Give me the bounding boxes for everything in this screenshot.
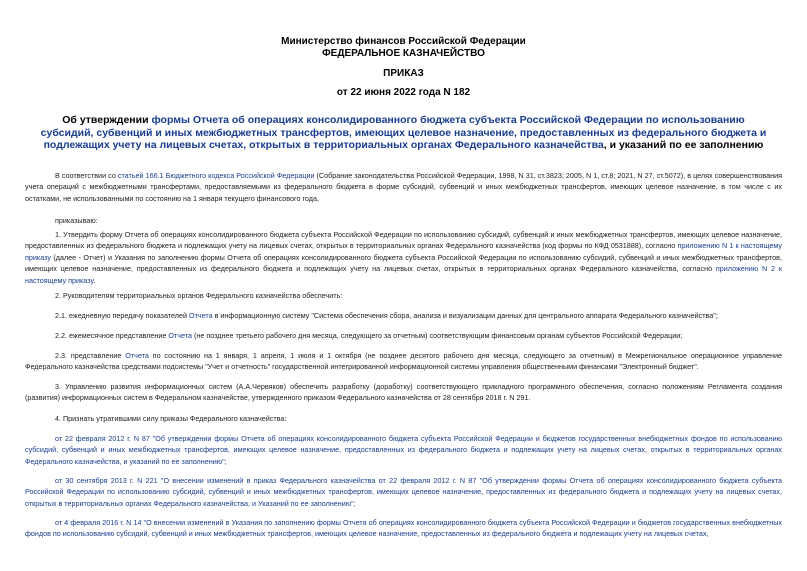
report-link-1[interactable]: Отчета [189,311,213,320]
preamble-text-1: В соответствии со [55,171,118,180]
document-title [40,114,767,152]
clause-2-1-text-1: 2.1. ежедневную передачу показателей [55,311,189,320]
clause-3: 3. Управлению развития информационных систем (А.А.Червяков) обеспечить разработку (доработку) соответствующего прикладного программного обеспечения, согласно положениям Регламента создания (развития) информационных систем в Федеральном казначействе, утвержденного приказом Федерального казначейства от 28 сентября 2018 г. N 291. [25,382,782,403]
clause-1-text-3: . [93,275,96,285]
clause-1-text-1: 1. Утвердить форму Отчета об операциях консолидированного бюджета субъекта Российской Федерации по использованию субсидий, субвенций и иных межбюджетных трансфертов, имеющих целевое назначение, предоставленных из федерального бюджета и подлежащих учету на лицевых счетах, открытых в территориальных органах Федерального казначейства (код формы по КФД 0531888), согласно [25,230,782,251]
clause-2-1 [25,310,782,321]
clause-2-3 [25,350,782,373]
repealed-order-2 [25,475,782,509]
treasury-name: ФЕДЕРАЛЬНОЕ КАЗНАЧЕЙСТВО [322,48,485,59]
clause-2: 2. Руководителям территориальных органов Федерального казначейства обеспечить: [55,291,343,300]
clause-1 [25,229,782,286]
document-type: ПРИКАЗ [383,68,424,79]
ministry-name: Министерство финансов Российской Федерации [281,36,526,47]
clause-4: 4. Признать утратившими силу приказы Федерального казначейства: [55,414,287,423]
repealed-order-2-link[interactable]: от 30 сентября 2013 г. N 221 "О внесении изменений в приказ Федерального казначейства от 22 февраля 2012 г. N 87 "Об утверждении формы Отчета об операциях консолидированного бюджета субъекта Российской Федерации по использованию субсидий, субвенций и иных межбюджетных трансфертов, имеющих целевое назначение, предоставленных из федерального бюджета и подлежащих учету на лицевых счетах, открытых в территориальных органах Федерального казначейства, и Указаний по ее заполнению"; [25,476,782,508]
ministry-heading [0,36,807,60]
clause-2-3-text-1: 2.3. представление [55,351,126,360]
budget-code-link[interactable]: статьей 166.1 Бюджетного кодекса Российской Федерации [117,171,315,180]
repealed-order-3 [25,517,782,540]
appendix-1-link[interactable]: приложению N 1 к настоящему приказу [25,241,782,262]
preamble-text-2: (Собрание законодательства Российской Федерации, 1998, N 31, ст.3823; 2005, N 1, ст.8; 2021, N 27, ст.5072), в целях совершенствования учета операций с межбюджетными трансфертами, предоставляемыми из федерального бюджета в форме субсидий, субвенций и иных межбюджетных трансфертов, имеющих целевое назначение, в том числе с их остатками, не использованными по состоянию на 1 января текущего финансового года, [25,171,782,203]
preamble-paragraph [25,170,782,204]
repealed-order-3-link[interactable]: от 4 февраля 2016 г. N 14 "О внесении изменений в Указания по заполнению формы Отчета об операциях консолидированного бюджета субъекта Российской Федерации и бюджетов государственных внебюджетных фондов по использованию субсидий, субвенций и иных межбюджетных трансфертов, имеющих целевое назначение, предоставленных из федерального бюджета и подлежащих учету на лицевых счетах, [25,518,782,539]
repealed-order-1-link[interactable]: от 22 февраля 2012 г. N 87 "Об утверждении формы Отчета об операциях консолидированного бюджета субъекта Российской Федерации и бюджетов государственных внебюджетных фондов по использованию субсидий, субвенций и иных межбюджетных трансфертов, имеющих целевое назначение, предоставленных из федерального бюджета и подлежащих учету на лицевых счетах, открытых в территориальных органах Федерального казначейства, и указаний по ее заполнению"; [25,434,782,466]
clause-2-2-text-2: (не позднее третьего рабочего дня месяца, следующего за отчетным) соответствующим финансовым органам субъектов Российской Федерации; [192,331,683,340]
report-link-3[interactable]: Отчета [125,351,149,360]
clause-2-2-text-1: 2.2. ежемесячное представление [55,331,169,340]
order-word: приказываю: [55,216,98,225]
clause-1-text-2: (далее - Отчет) и Указания по заполнению формы Отчета об операциях консолидированного бюджета субъекта Российской Федерации по использованию субсидий, субвенций и иных межбюджетных трансфертов, имеющих целевое назначение, предоставленных из федерального бюджета и подлежащих учету на лицевых счетах, открытых в территориальных органах Федерального казначейства, согласно [25,252,782,274]
title-form-link[interactable]: формы Отчета об операциях консолидированного бюджета субъекта Российской Федерации по использованию субсидий, субвенций и иных межбюджетных трансфертов, имеющих целевое назначение, предоставленных из федерального бюджета и подлежащих учету на лицевых счетах, открытых в территориальных органах Федерального казначейства [40,114,767,151]
report-link-2[interactable]: Отчета [168,331,192,340]
document-date-number: от 22 июня 2022 года N 182 [336,87,471,98]
clause-2-3-text-2: по состоянию на 1 января, 1 апреля, 1 июля и 1 октября (не позднее десятого рабочего дня месяца, следующего за отчетным) в Межрегиональное операционное управление Федерального казначейства средствами подсистемы "Учет и отчетность" государственной интегрированной информационной системы управления общественными финансами "Электронный бюджет". [25,351,782,372]
clause-2-2 [25,330,782,341]
clause-2-1-text-2: в информационную систему "Система обеспечения сбора, анализа и визуализации данных для центрального аппарата Федерального казначейства"; [212,311,718,320]
appendix-2-link[interactable]: приложению N 2 к настоящему приказу [25,264,782,285]
title-prefix: Об утверждении [62,114,152,126]
repealed-order-1 [25,433,782,467]
title-suffix: , и указаний по ее заполнению [603,139,764,151]
